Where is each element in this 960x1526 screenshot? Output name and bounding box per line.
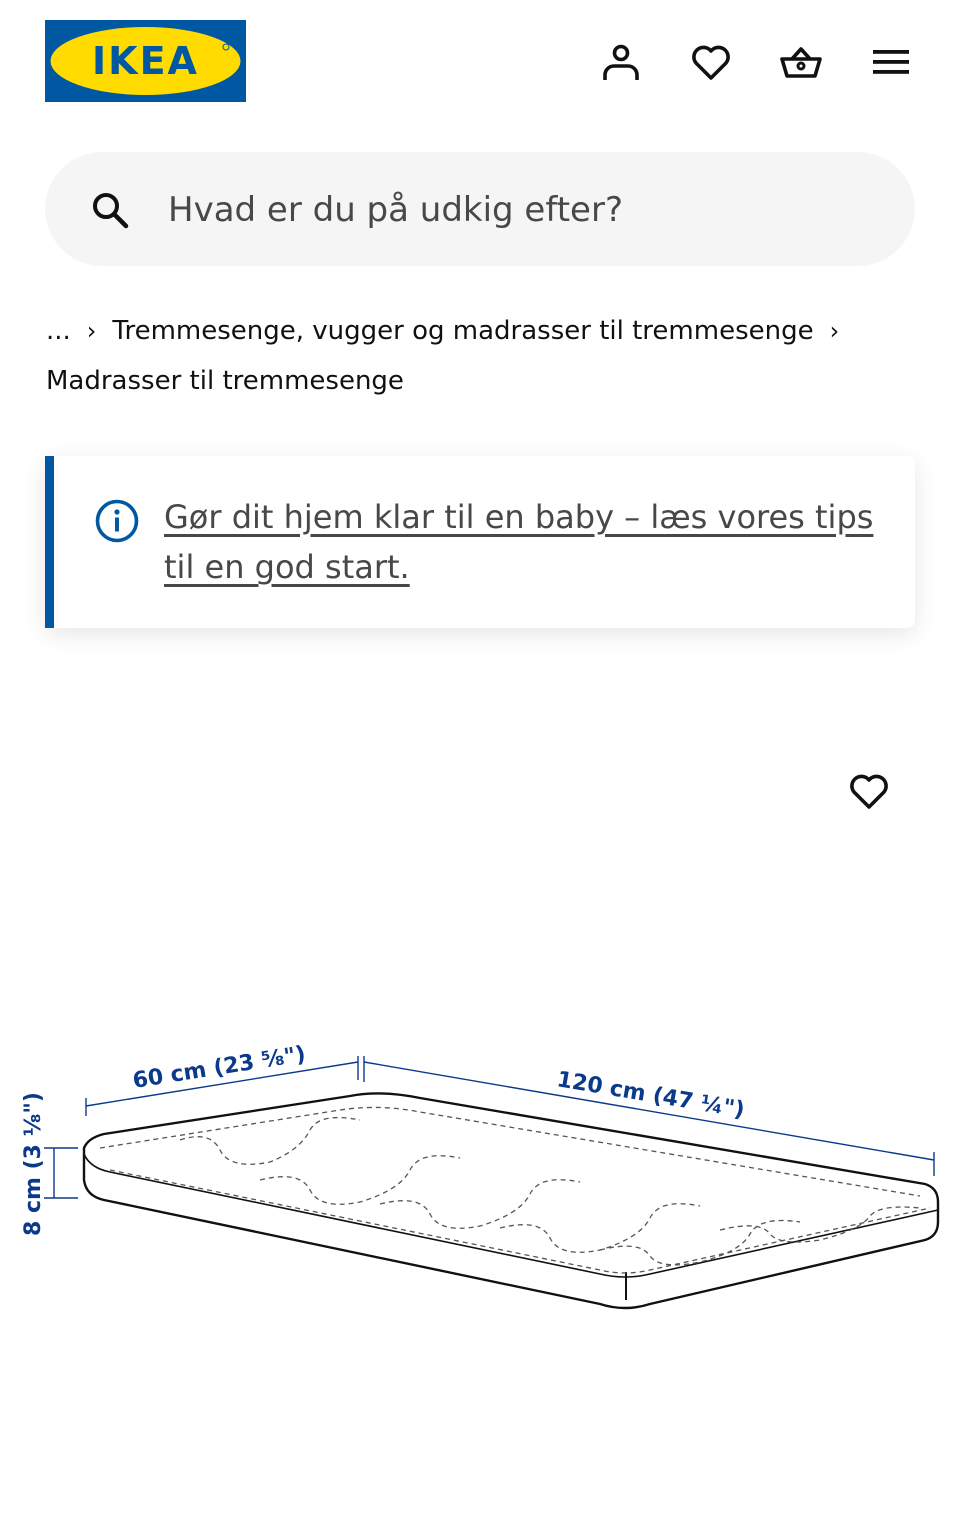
heart-icon: [689, 40, 733, 84]
logo-text: IKEA: [92, 39, 199, 83]
chevron-right-icon: ›: [829, 317, 840, 345]
length-dimension-label: 120 cm (47 ¼"): [555, 1067, 747, 1124]
info-card: [45, 456, 915, 628]
add-to-wishlist-button[interactable]: [844, 766, 894, 816]
breadcrumb-ellipsis[interactable]: ...: [46, 316, 71, 346]
breadcrumb-current: Madrasser til tremmesenge: [46, 366, 404, 396]
search-input[interactable]: [168, 182, 868, 238]
chevron-right-icon: ›: [86, 317, 97, 345]
mattress-drawing: [84, 1093, 938, 1308]
breadcrumb-parent[interactable]: Tremmesenge, vugger og madrasser til tremmesenge: [112, 316, 814, 346]
heart-icon: [847, 769, 891, 813]
search-icon[interactable]: [88, 188, 132, 232]
product-image[interactable]: [0, 1030, 960, 1330]
wishlist-button[interactable]: [687, 38, 735, 86]
breadcrumb: [46, 306, 906, 406]
hamburger-menu-icon: [869, 40, 913, 84]
basket-icon: [779, 40, 823, 84]
width-dimension-label: 60 cm (23 ⅝"): [131, 1041, 308, 1094]
ikea-logo[interactable]: [45, 20, 246, 102]
cart-button[interactable]: [777, 38, 825, 86]
info-icon: [94, 498, 140, 544]
account-button[interactable]: [597, 38, 645, 86]
height-dimension-label: 8 cm (3 ⅛"): [21, 1092, 46, 1236]
menu-button[interactable]: [867, 38, 915, 86]
user-icon: [599, 40, 643, 84]
header-actions: [597, 38, 915, 86]
baby-tips-link[interactable]: Gør dit hjem klar til en baby – læs vores tips til en god start.: [164, 498, 874, 586]
header: [0, 0, 960, 124]
